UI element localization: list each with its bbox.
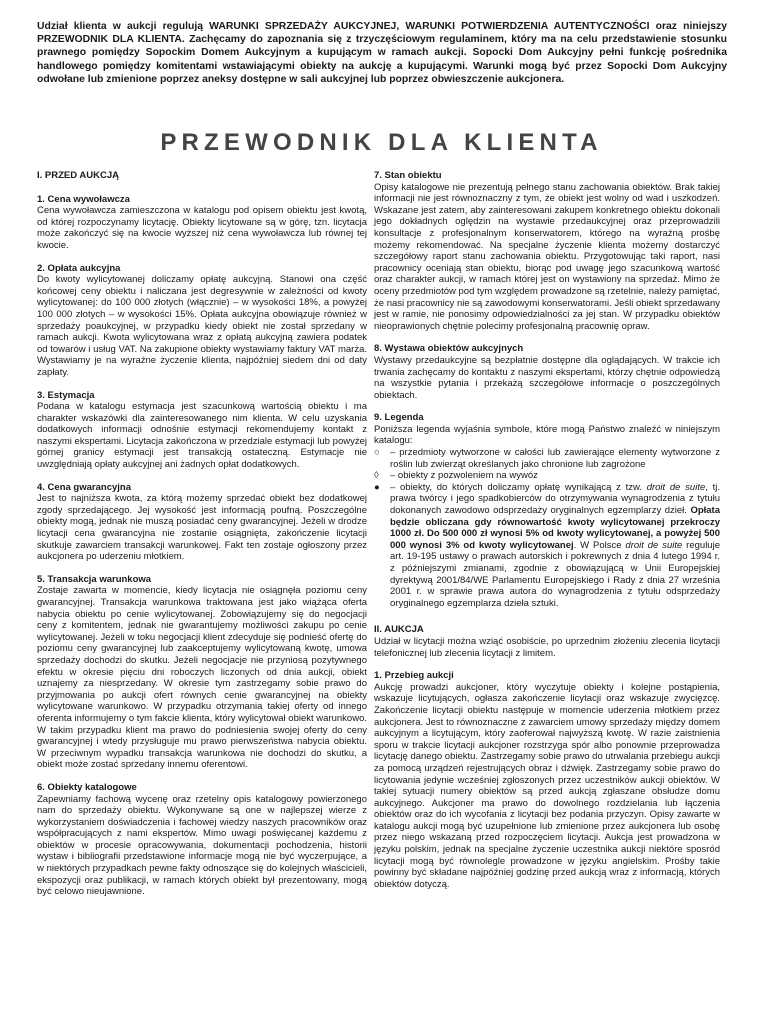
legend-text-part: , tj. prawa twórcy i jego spadkobierców do otrzymywania wynagrodzenia z tytułu dokonanych zawodowo odsprzedaży oryginalnych egzemplarzy dzieł.	[390, 481, 720, 517]
intro-paragraph: Udział klienta w aukcji regulują WARUNKI SPRZEDAŻY AUKCYJNEJ, WARUNKI POTWIERDZENIA AUTENTYCZNOŚCI oraz niniejszy PRZEWODNIK DLA KLIENTA. Zachęcamy do zapoznania się z trzyczęściowym regulaminem, który ma na celu przedstawienie stosunku prawnego pomiędzy Sopockim Domem Aukcyjnym a kupującym w ramach aukcji. Sopocki Dom Aukcyjny pełni funkcję pośrednika handlowego pomiędzy komitentami wstawiającymi obiekty na aukcję a kupującymi. Warunki mogą być przez Sopocki Dom Aukcyjny odwołane lub zmienione poprzez aneksy dostępne w sali aukcyjnej lub poprzez obwieszczenie aukcjonera.	[37, 21, 727, 85]
part-heading-auction: II. AUKCJA	[374, 624, 424, 636]
legend-intro: Poniższa legenda wyjaśnia symbole, które mogą Państwo znaleźć w niniejszym katalogu:	[374, 423, 720, 447]
section-title: 5. Transakcja warunkowa	[37, 573, 152, 585]
diamond-icon: ◊	[374, 470, 379, 482]
legend-text-italic: droit de suite	[625, 539, 683, 551]
legend-item	[374, 482, 720, 610]
legend-item-text	[390, 482, 720, 610]
document-title: PRZEWODNIK DLA KLIENTA	[160, 129, 603, 156]
legend-item-text: – przedmioty wytworzone w całości lub zawierające elementy wytworzone z roślin lub zwierząt określanych jako chronione lub zagrożone	[390, 447, 720, 470]
legend-text-part: – obiekty, do których doliczamy opłatę wynikającą z tzw.	[390, 481, 647, 493]
section-title: 6. Obiekty katalogowe	[37, 781, 137, 793]
section-title: 4. Cena gwarancyjna	[37, 481, 131, 493]
part-heading-before-auction: I. PRZED AUKCJĄ	[37, 170, 119, 181]
section-legend	[374, 412, 720, 609]
legend-item-text: – obiekty z pozwoleniem na wywóz	[390, 470, 538, 482]
section-object-condition	[374, 170, 720, 332]
section-text: Zostaje zawarta w momencie, kiedy licytacja nie osiągnęła poziomu ceny gwarancyjnej. Transakcja warunkowa traktowana jest jako wiążąca oferta nabycia obiektu po cenie wylicytowanej. Zobowiązujemy się do negocjacji ceny z komitentem, jednak nie gwarantujemy możliwości zakupu po cenie wylicytowanej. Jeżeli w toku negocjacji klient zdecyduje się podnieść ofertę do poziomu ceny gwarancyjnej lub zaakceptujemy wylicytowaną kwotę, umowa sprzedaży dochodzi do skutku. Jeżeli negocjacje nie przyniosą pozytywnego efektu w okresie pięciu dni roboczych liczonych od dnia aukcji, obiekt uznajemy za niesprzedany. W okresie tym zastrzegamy sobie prawo do przyjmowania po aukcji ofert równych cenie gwarancyjnej na obiekty wylicytowane warunkowo. W przypadku otrzymania takiej oferty od innego oferenta informujemy o tym fakcie klienta, który wylicytował obiekt warunkowo. W takim przypadku klient ma prawo do podniesienia swojej oferty do ceny gwarancyjnej i wtedy przysługuje mu prawo pierwszeństwa nabycia obiektu. W przeciwnym wypadku transakcja warunkowa nie dochodzi do skutku, a obiekt może zostać sprzedany innemu oferentowi.	[37, 585, 367, 771]
section-catalogue-objects	[37, 782, 367, 898]
section-title: 3. Estymacja	[37, 389, 95, 401]
section-title: 8. Wystawa obiektów aukcyjnych	[374, 343, 524, 355]
section-text: Podana w katalogu estymacja jest szacunkową wartością obiektu i ma charakter wskazówki dla zainteresowanego nim klienta. W celu uzyskania dodatkowych informacji odnośnie estymacji rekomendujemy kontakt z naszymi ekspertami. Licytacja zakończona w przedziale estymacji lub powyżej górnej granicy estymacji jest transakcją ostateczną. Estymacje nie uwzględniają opłaty aukcyjnej ani żadnych opłat dodatkowych.	[37, 401, 367, 471]
legend-text-italic: droit de suite	[646, 481, 706, 493]
section-auction-course	[374, 670, 720, 890]
section-title: 2. Opłata aukcyjna	[37, 262, 121, 274]
bullet-icon: ●	[374, 481, 380, 493]
section-title: 9. Legenda	[374, 412, 424, 424]
section-text: Wystawy przedaukcyjne są bezpłatnie dostępne dla oglądających. W trakcie ich trwania zachęcamy do kontaktu z naszymi ekspertami, którzy chętnie odpowiedzą na wszystkie pytania i przekażą szczegółowe informacje o poszczególnych obiektach.	[374, 354, 720, 401]
section-text: Cena wywoławcza zamieszczona w katalogu pod opisem obiektu jest kwotą, od której rozpoczynamy licytację. Obiekty licytowane są w górę, tzn. licytacja może zakończyć się na kwocie wyższej niż cena wywoławcza lub równej tej kwocie.	[37, 205, 367, 251]
section-auction-fee	[37, 263, 367, 379]
legend-item	[374, 447, 720, 470]
section-text: Jest to najniższa kwota, za którą możemy sprzedać obiekt bez dodatkowej zgody sprzedającego. Jej wysokość jest informacją poufną. Poszczególne obiekty mogą, jednak nie muszą posiadać ceny gwarancyjnej. Jeżeli w drodze licytacji cena gwarancyjna nie zostanie osiągnięta, zakończenie licytacji skutkuje zawarciem transakcji warunkowej. Fakt ten zostaje ogłoszony przez aukcjonera po uderzeniu młotkiem.	[37, 493, 367, 563]
right-column	[374, 170, 720, 901]
section-title: 7. Stan obiektu	[374, 170, 442, 181]
section-text: Zapewniamy fachową wycenę oraz rzetelny opis katalogowy powierzonego nam do sprzedaży obiektu. Wykonywane są one w najlepszej wierze z wykorzystaniem doświadczenia i fachowej wiedzy naszych pracowników oraz współpracujących z nami ekspertów. Mimo uwagi poświęcanej każdemu z obiektów w procesie opracowywania, dokumentacji pochodzenia, historii wystaw i bibliografii przedstawione informacje mogą nie być wyczerpujące, a w niektórych przypadkach pewne fakty odnoszące się do kolejnych właścicieli, ekspozycji oraz publikacji, w ramach których obiekt był prezentowany, mogą być celowo nieujawnione.	[37, 793, 367, 898]
legend-text-part: . W Polsce	[573, 539, 626, 551]
legend-text-part: reguluje art. 19-195 ustawy o prawach autorskich i pokrewnych z dnia 4 lutego 1994 r. z późniejszymi zmianami, zgodnie z obowiązującą w Unii Europejskiej dyrektywą 2001/84/WE Parlamentu Europejskiego i Rady z dnia 27 września 2001 r. w sprawie prawa autora do wynagrodzenia z tytułu odsprzedaży oryginalnego egzemplarza dzieła sztuki.	[390, 539, 720, 609]
section-title: 1. Przebieg aukcji	[374, 670, 454, 682]
section-text: Opisy katalogowe nie prezentują pełnego stanu zachowania obiektów. Brak takiej informacji nie jest równoznaczny z tym, że obiekt jest wolny od wad i uszkodzeń. Wskazane jest zatem, aby zainteresowani zakupem konkretnego obiektu dokonali jego dokładnych oględzin na wystawie przedaukcyjnej oraz przeprowadzili konsultacje z profesjonalnym konserwatorem, którego na wyraźną prośbę możemy rekomendować. Na specjalne życzenie klienta możemy dostarczyć szczegółowy raport stanu zachowania obiektu. Przygotowując taki raport, nasi pracownicy oceniają stan obiektu, biorąc pod uwagę jego szacunkową wartość oraz charakter aukcji, w ramach której jest on wystawiony na sprzedaż. Mimo że oceny przedmiotów pod tym względem prowadzone są rzetelnie, należy pamiętać, że nasi pracownicy nie są zawodowymi konserwatorami. Jeśli obiekt sprzedawany jest w ramie, nie ponosimy odpowiedzialności za jej stan. W przypadku obiektów nieoprawionych chętnie polecimy profesjonalną pracownię opraw.	[374, 181, 720, 332]
section-conditional-transaction	[37, 574, 367, 771]
legend-text-bold: Opłata będzie obliczana gdy równowartość kwoty wylicytowanej przekroczy 1000 zł. Do 500 000 zł wynosi 5% od kwoty wylicytowanej, a powyżej 500 000 wynosi 3% od kwoty wylicytowanej	[390, 505, 720, 551]
legend-list	[374, 447, 720, 609]
section-text: Do kwoty wylicytowanej doliczamy opłatę aukcyjną. Stanowi ona część końcowej ceny obiektu i naliczana jest degresywnie w zależności od kwoty wylicytowanej: do 100 000 złotych (włącznie) – w wysokości 18%, a powyżej 100 000 złotych – w wysokości 15%. Opłata aukcyjna obowiązuje również w sprzedaży poaukcyjnej, w przypadku kiedy obiekt nie został sprzedany w ramach aukcji. Kwota wylicytowana wraz z opłatą aukcyjną zawiera podatek od towarów i usług VAT. Na zakupione obiekty wystawiamy faktury VAT marża. Wystawiamy je na wyraźne życzenie klienta, najpóźniej siedem dni od daty zapłaty.	[37, 274, 367, 378]
section-estimate	[37, 390, 367, 471]
section-exhibition	[374, 343, 720, 401]
left-column	[37, 170, 367, 909]
section-reserve-price	[37, 482, 367, 563]
circle-icon: ○	[374, 447, 380, 459]
section-text: Aukcję prowadzi aukcjoner, który wyczytuje obiekty i kolejne postąpienia, wskazuje licytujących, ogłasza zakończenie licytacji oraz wskazuje zwycięzcę. Zakończenie licytacji obiektu następuje w momencie uderzenia młotkiem przez aukcjonera. Jest to równoznaczne z zawarciem umowy sprzedaży między domem aukcyjnym a licytującym, który zaoferował najwyższą kwotę. W razie zaistnienia sporu w trakcie licytacji aukcjoner rozstrzyga spór albo ponownie przeprowadza licytację danego obiektu. Zastrzegamy sobie prawo do utrwalania przebiegu aukcji za pomocą urządzeń rejestrujących obraz i dźwięk. Zastrzegamy sobie prawo do licytowania jedynie wcześniej zgłoszonych przez uczestników aukcji obiektów. W takiej sytuacji numery obiektów są przed aukcją zgłaszane obsłudze domu aukcyjnego. Aukcjoner ma prawo do dowolnego rozdzielania lub łączenia obiektów oraz do ich wycofania z licytacji bez podania przyczyn. Opisy zawarte w katalogu aukcji mogą być uzupełnione lub zmienione przez aukcjonera lub osobę przez niego wskazaną przed rozpoczęciem licytacji. Aukcja jest prowadzona w języku polskim, jednak na specjalne życzenie uczestnika aukcji niektóre sposród licytacji mogą być równolegle prowadzone w języku angielskim. Prośby takie powinny być składane najpóźniej godzinę przed aukcją wraz z informacją, których obiektów dotyczą.	[374, 681, 720, 890]
legend-item	[374, 470, 720, 482]
part-intro: Udział w licytacji można wziąć osobiście, po uprzednim złożeniu zlecenia licytacji telefonicznej lub zlecenia licytacji z limitem.	[374, 635, 720, 659]
section-starting-price	[37, 194, 367, 252]
part-auction	[374, 624, 720, 659]
section-title: 1. Cena wywoławcza	[37, 193, 130, 205]
